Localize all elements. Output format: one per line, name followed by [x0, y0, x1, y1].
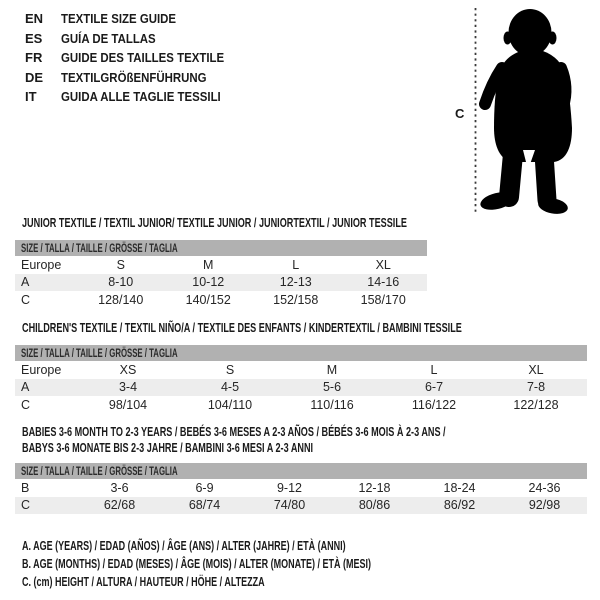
size-cell: 6-9: [195, 480, 214, 495]
footnotes: [22, 537, 507, 591]
footnote-b: B. AGE (MONTHS) / EDAD (MESES) / ÂGE (MOIS) / ALTER (MONATE) / ETÀ (MESI): [22, 557, 371, 571]
junior-section-title: JUNIOR TEXTILE / TEXTIL JUNIOR/ TEXTILE JUNIOR / JUNIORTEXTIL / JUNIOR TESSILE: [22, 215, 407, 230]
size-cell: S: [225, 362, 235, 377]
baby-silhouette-shape: [479, 9, 572, 216]
babies-section-title: BABIES 3-6 MONTH TO 2-3 YEARS / BEBÉS 3-6 MESES A 2-3 AÑOS / BÉBÉS 3-6 MOIS À 2-3 ANS / BABYS 3-6 MONATE BIS 2-3 JAHRE / BAMBINI 3-6 MESI A 2-3 ANNI: [22, 424, 446, 455]
language-row: [25, 68, 246, 88]
size-cell: 92/98: [502, 497, 587, 515]
size-cell: L: [430, 362, 438, 377]
size-cell: 8-10: [77, 274, 165, 292]
size-cell: 12-13: [252, 274, 340, 292]
row-label: A: [15, 274, 77, 292]
language-label: GUIDE DES TAILLES TEXTILE: [61, 50, 225, 66]
size-cell: 18-24: [443, 480, 476, 495]
children-section-title: CHILDREN'S TEXTILE / TEXTIL NIÑO/A / TEXTILE DES ENFANTS / KINDERTEXTIL / BAMBINI TESSILE: [22, 320, 462, 335]
language-code: DE: [25, 69, 44, 85]
size-cell: 116/122: [411, 397, 457, 412]
size-cell: XL: [528, 362, 544, 377]
language-code: EN: [25, 11, 44, 27]
size-cell: 68/74: [162, 497, 247, 515]
language-label: GUÍA DE TALLAS: [61, 30, 156, 46]
size-cell: 86/92: [417, 497, 502, 515]
size-cell: M: [326, 362, 338, 377]
language-label: TEXTILE SIZE GUIDE: [61, 11, 177, 27]
size-cell: 6-7: [383, 379, 485, 397]
size-header-label: SIZE / TALLA / TAILLE / GRÖSSE / TAGLIA: [21, 346, 178, 360]
size-header-label: SIZE / TALLA / TAILLE / GRÖSSE / TAGLIA: [21, 241, 178, 255]
footnote-a: A. AGE (YEARS) / EDAD (AÑOS) / ÂGE (ANS) / ALTER (JAHRE) / ETÀ (ANNI): [22, 539, 346, 553]
size-cell: 3-6: [110, 480, 129, 495]
language-row: [25, 29, 246, 49]
size-cell: 74/80: [247, 497, 332, 515]
size-header-row: [15, 240, 427, 256]
size-header-row: [15, 345, 587, 361]
language-code: IT: [25, 89, 37, 105]
row-label: Europe: [21, 362, 62, 377]
size-cell: 24-36: [528, 480, 561, 495]
size-cell: 122/128: [513, 397, 559, 412]
row-label: B: [21, 480, 30, 495]
row-label: C: [21, 397, 31, 412]
size-cell: M: [203, 257, 214, 272]
language-row: [25, 87, 246, 107]
language-code: FR: [25, 50, 43, 66]
size-cell: 80/86: [332, 497, 417, 515]
size-cell: XL: [375, 257, 391, 272]
table-row: [15, 256, 427, 274]
size-cell: 12-18: [358, 480, 391, 495]
size-cell: XS: [119, 362, 137, 377]
height-measure-label: C: [455, 106, 465, 121]
babies-size-table: [15, 463, 587, 514]
junior-size-table: [15, 240, 427, 309]
table-row: [15, 379, 587, 397]
size-cell: 158/170: [360, 292, 406, 307]
table-row: [15, 479, 587, 497]
size-cell: 152/158: [273, 292, 319, 307]
size-cell: 4-5: [179, 379, 281, 397]
table-row: [15, 361, 587, 379]
size-cell: 9-12: [276, 480, 303, 495]
size-cell: 7-8: [485, 379, 587, 397]
table-row: [15, 291, 427, 309]
size-cell: L: [292, 257, 300, 272]
language-code: ES: [25, 30, 43, 46]
language-label: GUIDA ALLE TAGLIE TESSILI: [61, 89, 221, 105]
size-cell: 110/116: [310, 397, 354, 412]
size-cell: S: [116, 257, 125, 272]
size-cell: 140/152: [185, 292, 231, 307]
size-cell: 5-6: [281, 379, 383, 397]
language-label: TEXTILGRÖßENFÜHRUNG: [61, 69, 207, 85]
language-row: [25, 9, 246, 29]
size-header-row: [15, 463, 587, 479]
language-row: [25, 48, 246, 68]
table-row: [15, 497, 587, 515]
size-header-label: SIZE / TALLA / TAILLE / GRÖSSE / TAGLIA: [21, 464, 178, 478]
size-cell: 14-16: [340, 274, 428, 292]
size-cell: 62/68: [77, 497, 162, 515]
children-size-table: [15, 345, 587, 414]
size-cell: 128/140: [98, 292, 144, 307]
size-cell: 3-4: [77, 379, 179, 397]
row-label: A: [15, 379, 77, 397]
footnote-c: C. (cm) HEIGHT / ALTURA / HAUTEUR / HÖHE / ALTEZZA: [22, 575, 265, 589]
language-list: [25, 9, 246, 107]
size-cell: 98/104: [108, 397, 148, 412]
size-cell: 10-12: [165, 274, 253, 292]
row-label: C: [15, 497, 77, 515]
table-row: [15, 396, 587, 414]
row-label: Europe: [21, 257, 62, 272]
row-label: C: [21, 292, 31, 307]
baby-silhouette: [472, 2, 594, 216]
size-cell: 104/110: [207, 397, 253, 412]
table-row: [15, 274, 427, 292]
